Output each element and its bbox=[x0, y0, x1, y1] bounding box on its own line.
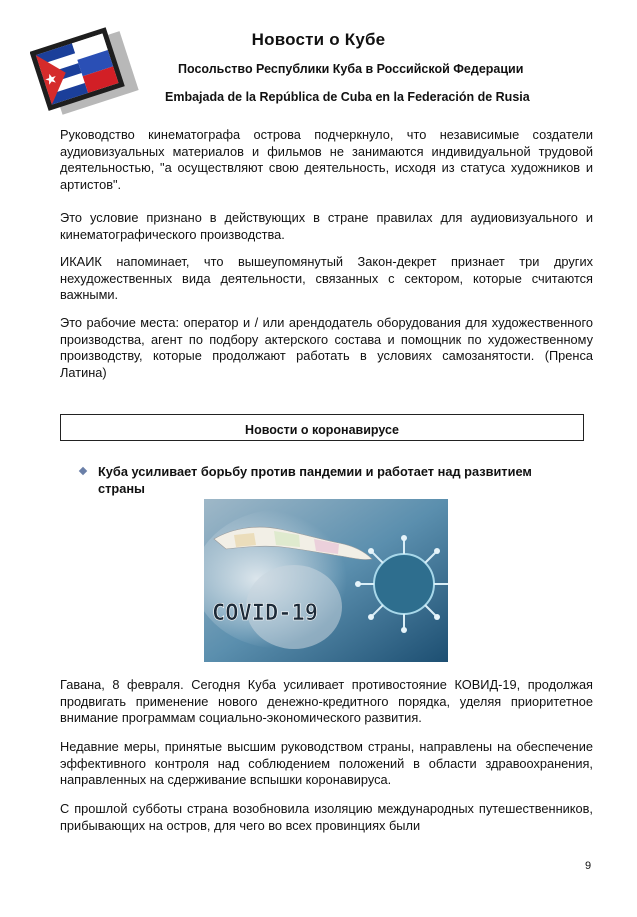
covid-caption: COVID-19 bbox=[212, 601, 318, 626]
paragraph: ИКАИК напоминает, что вышеупомянутый Закон-декрет признает три других нехудожественных вида деятельности, связанных с сектором, которые считаются важными. bbox=[60, 254, 593, 302]
diamond-bullet-icon bbox=[79, 467, 87, 475]
section-title-box bbox=[60, 414, 584, 441]
page-title: Новости о Кубе bbox=[251, 30, 386, 49]
section-title: Новости о коронавирусе bbox=[245, 423, 399, 437]
embassy-name-es: Embajada de la República de Cuba en la Federación de Rusia bbox=[165, 90, 530, 104]
news-headline-text: Куба усиливает борьбу против пандемии и работает над развитием страны bbox=[98, 464, 532, 496]
news-headline bbox=[78, 463, 548, 497]
paragraph: Недавние меры, принятые высшим руководством страны, направлены на обеспечение эффективного контроля над соблюдением положений в области здравоохранения, направленных на сдерживание вспышки коронавируса. bbox=[60, 739, 593, 787]
paragraph: Это рабочие места: оператор и / или арендодатель оборудования для художественного производства, агент по подбору актерского состава и помощник по художественному производству, которые продолжают работать в условиях самозанятости. (Пренса Латина) bbox=[60, 315, 593, 380]
paragraph: Гавана, 8 февраля. Сегодня Куба усиливает противостояние КОВИД-19, продолжая продвигать применение нового денежно-кредитного порядка, уделяя приоритетное внимание программам социально-экономического развития. bbox=[60, 677, 593, 725]
embassy-name-ru: Посольство Республики Куба в Российской Федерации bbox=[178, 62, 524, 76]
covid-map-image bbox=[204, 499, 448, 662]
paragraph: Руководство кинематографа острова подчеркнуло, что независимые создатели аудиовизуальных материалов и фильмов не занимаются индивидуальной трудовой деятельностью, "а осуществляют свою деятельность, исходя из статуса художников и артистов". bbox=[60, 127, 593, 192]
page-number: 9 bbox=[585, 860, 592, 872]
paragraph: С прошлой субботы страна возобновила изоляцию международных путешественников, прибывающих на остров, для чего во всех провинциях были bbox=[60, 801, 593, 833]
paragraph: Это условие признано в действующих в стране правилах для аудиовизуального и кинематографического производства. bbox=[60, 210, 593, 242]
